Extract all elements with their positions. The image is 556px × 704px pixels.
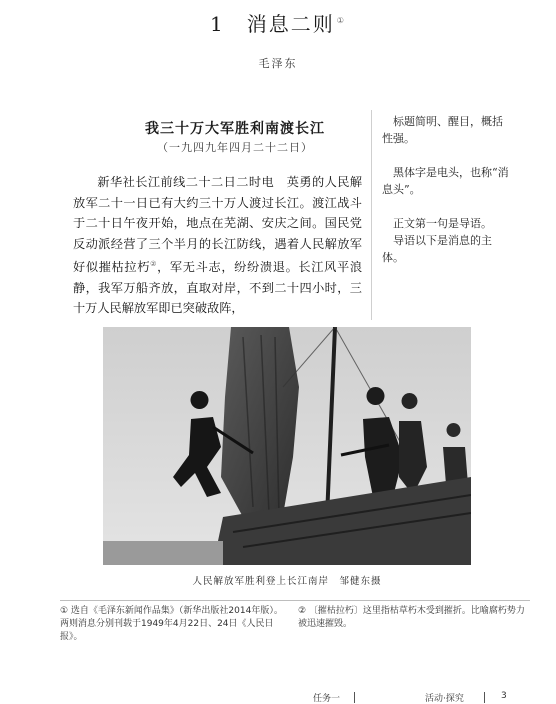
footer-separator xyxy=(484,692,485,703)
article-body-part-2: ，军无斗志，纷纷溃退。长江风平浪静，我军万船齐放，直取对岸，不到二十四小时，三十万人民解放军即已突破敌阵， xyxy=(73,260,363,316)
river-crossing-photo xyxy=(103,327,471,565)
footnote-divider xyxy=(60,600,530,601)
article-dateline: 新华社长江前线二十二日二时电 xyxy=(97,175,275,189)
margin-note: 正文第一句是导语。 xyxy=(393,217,492,230)
article-body xyxy=(73,172,362,319)
photo-caption: 人民解放军胜利登上长江南岸 邹健东摄 xyxy=(192,576,382,587)
footer-activity: 活动·探究 xyxy=(425,694,464,704)
page-number: 3 xyxy=(501,691,507,701)
margin-note: 黑体字是电头，也称“消息头”。 xyxy=(382,166,509,196)
footer-unit: 任务一 xyxy=(313,694,341,704)
lesson-note-mark[interactable]: ① xyxy=(336,16,346,26)
footer-separator xyxy=(354,692,355,703)
photo-water xyxy=(103,541,223,565)
lesson-title-text: 消息二则 xyxy=(246,12,335,36)
article-paragraph xyxy=(73,172,362,319)
footnote-2: ② 〔摧枯拉朽〕这里指枯草朽木受到摧折。比喻腐朽势力被迅速摧毁。 xyxy=(298,606,525,629)
footnote-1: ① 选自《毛泽东新闻作品集》（新华出版社2014年版）。两则消息分别刊载于1949年4月22日、24日《人民日报》。 xyxy=(60,606,283,642)
author: 毛泽东 xyxy=(258,57,298,70)
margin-note: 标题简明、醒目，概括性强。 xyxy=(382,115,503,145)
article-body-part-1: 英勇的人民解放军二十一日已有大约三十万人渡过长江。渡江战斗于二十日午夜开始，地点在芜湖、安庆之间。国民党反动派经营了三个半月的长江防线，遇着人民解放军好似摧枯拉朽 xyxy=(73,175,363,275)
lesson-number: 1 xyxy=(210,12,225,36)
footnote-ref-2[interactable]: ② xyxy=(150,260,158,268)
lesson-title xyxy=(0,8,556,37)
margin-note: 导语以下是消息的主体。 xyxy=(382,234,492,264)
article-headline: 我三十万大军胜利南渡长江 xyxy=(145,121,325,137)
margin-divider xyxy=(371,110,372,320)
article-date: （一九四九年四月二十二日） xyxy=(157,141,313,154)
page-footer xyxy=(0,689,556,703)
margin-notes xyxy=(382,113,512,283)
